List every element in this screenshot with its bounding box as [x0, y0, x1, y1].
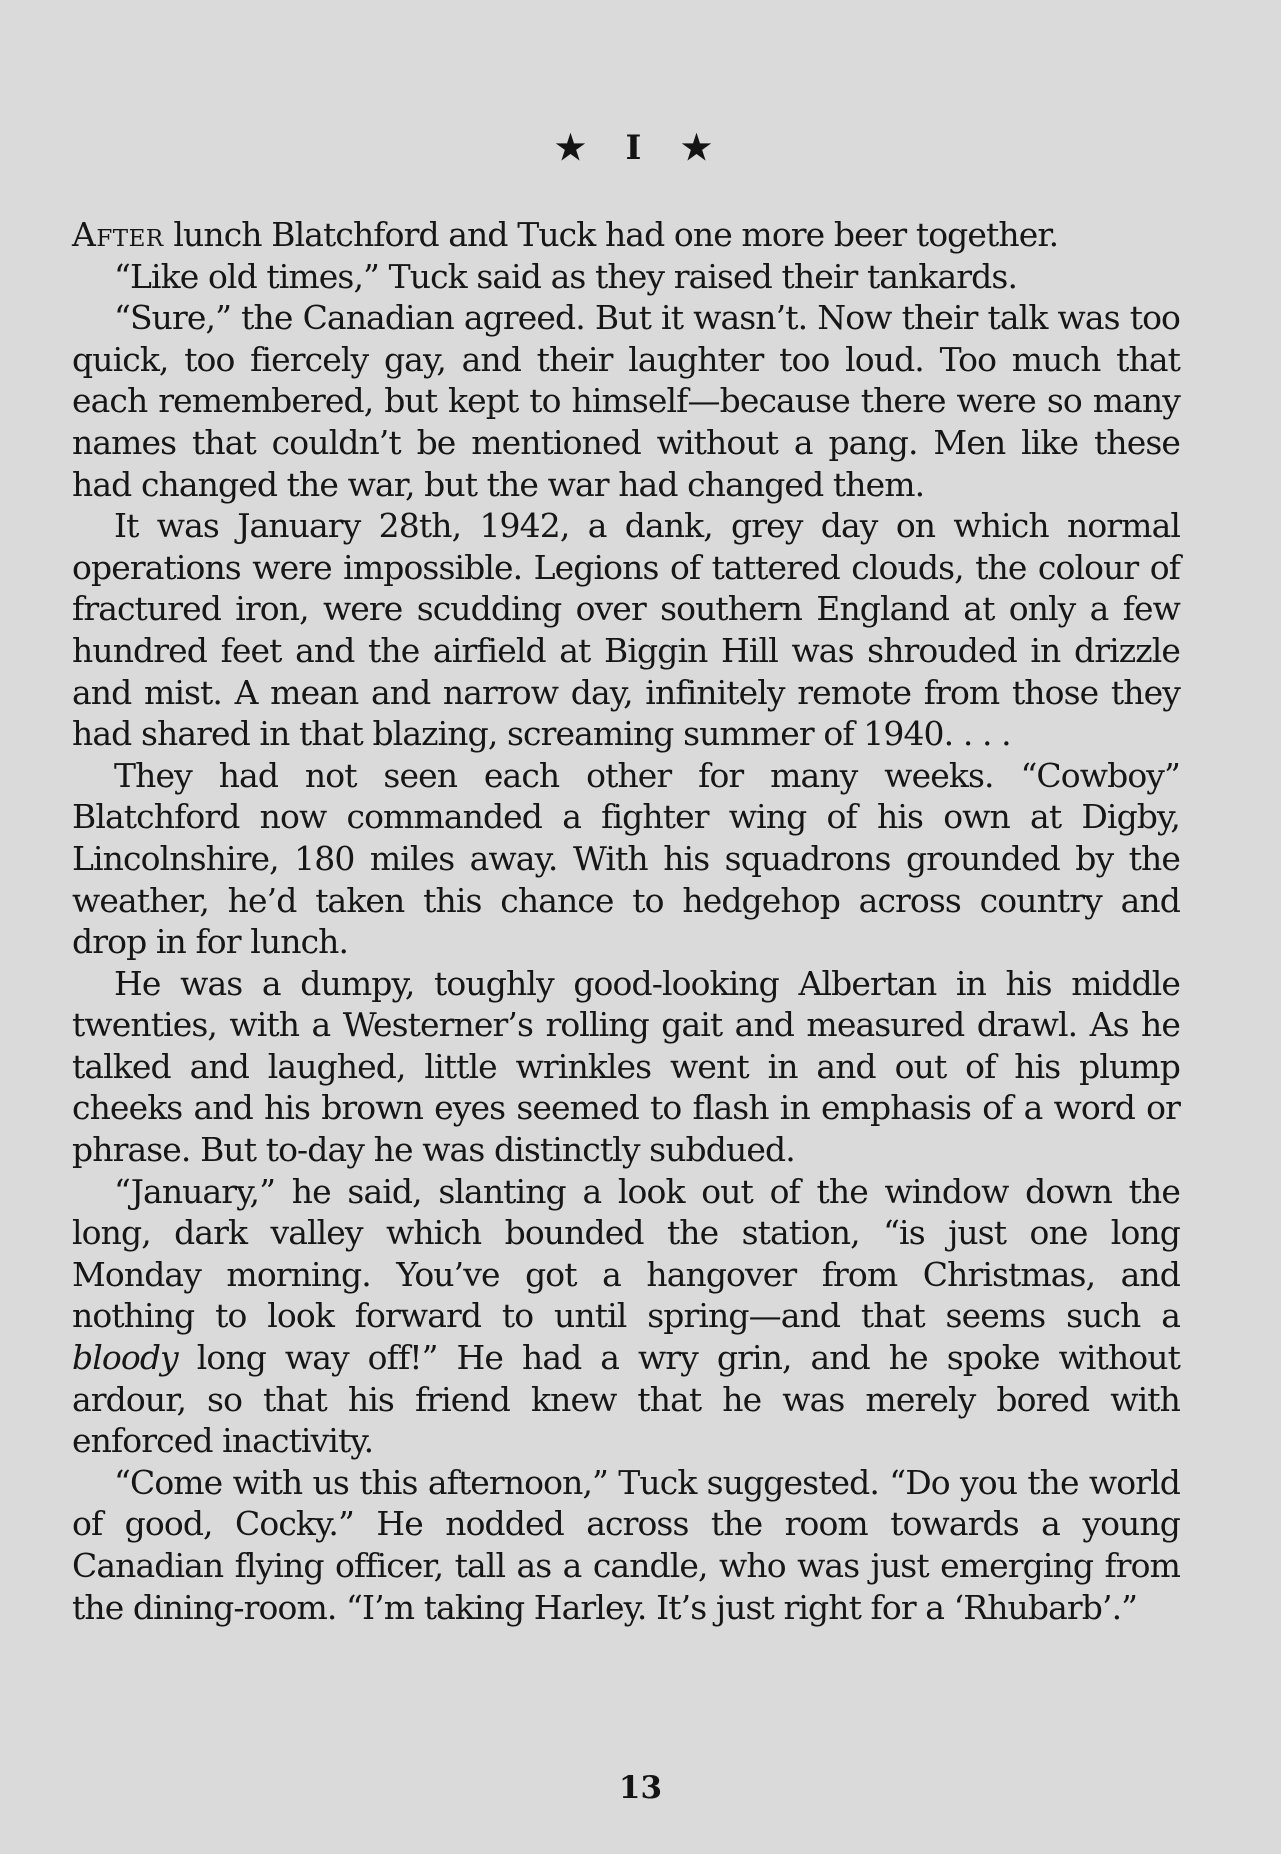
- paragraph-1-text: lunch Blatchford and Tuck had one more beer together.: [163, 215, 1059, 254]
- paragraph-8: “Come with us this afternoon,” Tuck suggested. “Do you the world of good, Cocky.” He nodded across the room towards a young Canadian flying officer, tall as a candle, who was just emerging from the dining-room. “I’m taking Harley. It’s just right for a ‘Rhubarb’.”: [72, 1462, 1180, 1627]
- italic-word: bloody: [72, 1338, 178, 1378]
- paragraph-3: “Sure,” the Canadian agreed. But it wasn’t. Now their talk was too quick, too fiercely gay, and their laughter too loud. Too much that each remembered, but kept to himself—because there were so many names that couldn’t be mentioned without a pang. Men like these had changed the war, but the war had changed them.: [72, 298, 1180, 504]
- paragraph-7-text-start: “January,” he said, slanting a look out of the window down the long, dark valley which bounded the station, “is just one long Monday morning. You’ve got a hangover from Christmas, and nothing to look forward to until spring—and that seems such a: [72, 1171, 1180, 1336]
- paragraph-7: [72, 1171, 1180, 1462]
- paragraph-6: He was a dumpy, toughly good-looking Albertan in his middle twenties, with a Westerner’s rolling gait and measured drawl. As he talked and laughed, little wrinkles went in and out of his plump cheeks and his brown eyes seemed to flash in emphasis of a word or phrase. But to-day he was distinctly subdued.: [72, 963, 1180, 1170]
- paragraph-7-text-end: long way off!” He had a wry grin, and he spoke without ardour, so that his friend knew that he was merely bored with enforced inactivity.: [72, 1338, 1180, 1461]
- chapter-heading: ★ I ★: [555, 128, 726, 168]
- paragraph-2: “Like old times,” Tuck said as they raised their tankards.: [114, 256, 1018, 296]
- paragraph-4: It was January 28th, 1942, a dank, grey day on which normal operations were impossible. Legions of tattered clouds, the colour of fractured iron, were scudding over southern England at only a few hundred feet and the airfield at Biggin Hill was shrouded in drizzle and mist. A mean and narrow day, infinitely remote from those they had shared in that blazing, screaming summer of 1940. . . .: [72, 506, 1180, 754]
- paragraph-5: They had not seen each other for many weeks. “Cowboy” Blatchford now commanded a fighter wing of his own at Digby, Lincolnshire, 180 miles away. With his squadrons grounded by the weather, he’d taken this chance to hedgehop across country and drop in for lunch.: [72, 755, 1180, 962]
- page-number: 13: [618, 1770, 663, 1806]
- opening-word: After: [72, 215, 164, 254]
- body-text: [72, 214, 1180, 1628]
- paragraph-1: [72, 214, 1180, 256]
